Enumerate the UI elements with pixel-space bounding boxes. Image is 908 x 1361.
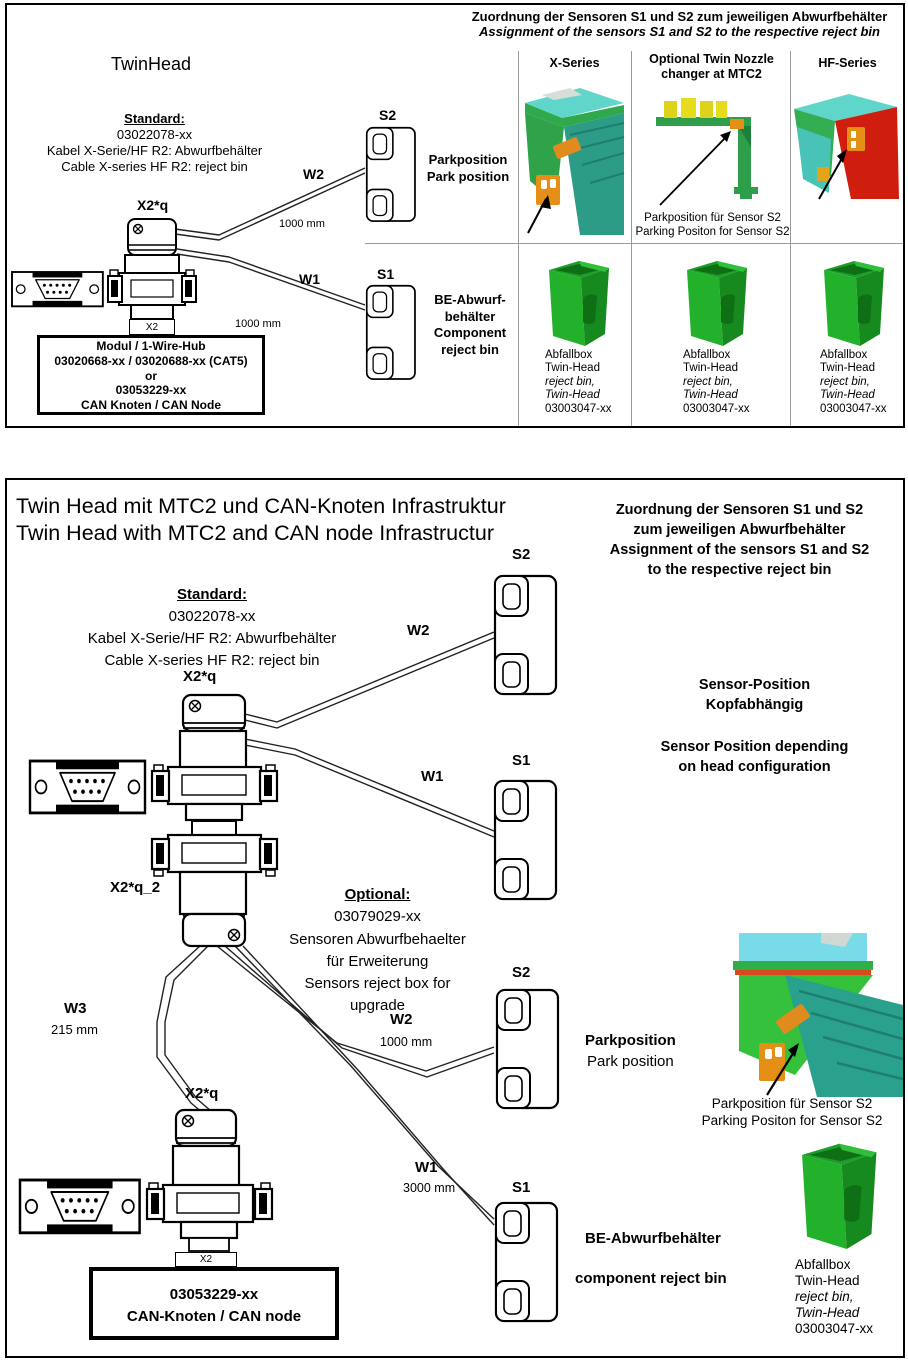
s2-caption-de: Parkposition [428, 152, 508, 167]
bin-caption-line: reject bin, [795, 1289, 854, 1304]
sensor-s1 [367, 286, 415, 379]
connector-module-x2q-1 [152, 695, 277, 820]
wire-label-w1-top: W1 [421, 768, 444, 785]
bin-caption-line: Abfallbox [820, 349, 868, 361]
sensor-s2-top [495, 576, 556, 694]
reject-bin-image [681, 258, 751, 350]
optional-line: upgrade [349, 997, 406, 1015]
assignment-header-de: Zuordnung der Sensoren S1 und S2 zum jeweiligen Abwurfbehälter [471, 9, 888, 24]
optional-line: Sensoren Abwurfbehaelter [289, 930, 466, 948]
s1-caption-line: reject bin [441, 341, 499, 357]
bin-caption-line: reject bin, [545, 375, 595, 388]
park-label-de: Parkposition [585, 1032, 676, 1049]
sensor-s1-bottom [496, 1203, 557, 1321]
can-box-line: CAN-Knoten / CAN node [126, 1308, 302, 1325]
table-divider [518, 51, 519, 426]
x2-port-tab [175, 1252, 237, 1267]
standard-cable-de: Kabel X-Serie/HF R2: Abwurfbehälter [46, 143, 263, 158]
s1-caption-line: BE-Abwurf- [434, 292, 506, 307]
bin-caption-line: Twin-Head [820, 362, 875, 375]
reject-bin-image [818, 258, 888, 350]
sensor-s2 [367, 128, 415, 221]
bin-caption-line: Twin-Head [683, 362, 738, 375]
can-node-box [89, 1267, 339, 1340]
bin-caption-line: Abfallbox [545, 349, 593, 361]
sensor-s2-bottom [497, 990, 558, 1108]
sensor-note-line: Sensor Position depending [660, 739, 849, 755]
module-box-line: CAN Knoten / CAN Node [81, 398, 221, 413]
table-divider [365, 243, 903, 244]
panel-title-en: Twin Head with MTC2 and CAN node Infrastructur [16, 521, 494, 545]
sensor-position-note-de [622, 675, 887, 715]
x-series-head-image [520, 83, 630, 237]
s1-caption-en: component reject bin [575, 1270, 727, 1287]
panel-title: TwinHead [111, 54, 192, 74]
assignment-header-line: Zuordnung der Sensoren S1 und S2 [615, 502, 864, 518]
dsub-9pin-connector [30, 761, 145, 813]
park-position-head-image [725, 927, 903, 1097]
bin-caption [545, 349, 635, 416]
wire-label-w1-bottom: W1 [415, 1159, 438, 1176]
standard-cable-de: Kabel X-Serie/HF R2: Abwurfbehälter [87, 630, 337, 647]
module-box-line: 03053229-xx [115, 383, 187, 398]
bin-caption-line: 03003047-xx [683, 402, 750, 415]
sensor-s1-bottom-label: S1 [512, 1179, 531, 1196]
table-header-hf-series: HF-Series [818, 56, 877, 70]
sensor-s1-label: S1 [377, 266, 395, 282]
can-box-line: 03053229-xx [169, 1286, 259, 1303]
module-box-line: 03020668-xx / 03020688-xx (CAT5) [54, 353, 248, 368]
wire-w2 [175, 168, 365, 240]
standard-part-number: 03022078-xx [116, 127, 193, 142]
standard-cable-en: Cable X-series HF R2: reject bin [104, 652, 320, 669]
panel-title-de: Twin Head mit MTC2 und CAN-Knoten Infrastruktur [16, 494, 506, 518]
assignment-header-line: to the respective reject bin [647, 562, 832, 578]
wire-label-w1: W1 [299, 271, 320, 287]
s2-caption-en: Park position [426, 169, 510, 184]
x2-port-tab [129, 319, 175, 335]
bin-caption-line: Abfallbox [795, 1257, 851, 1272]
s1-caption-line: behälter [444, 308, 496, 324]
bin-caption-line: 03003047-xx [545, 402, 612, 415]
bin-caption-line: Abfallbox [683, 349, 731, 361]
dsub-9pin-connector [20, 1180, 140, 1233]
table-header-x-series: X-Series [549, 56, 600, 70]
module-hub-box [37, 335, 265, 415]
s2-caption [412, 151, 524, 185]
connector-module-x2q [108, 219, 196, 319]
bin-caption-line: Twin-Head [795, 1273, 860, 1288]
sensor-position-note-en [622, 737, 887, 777]
standard-cable-en: Cable X-series HF R2: reject bin [61, 159, 248, 174]
bin-caption [820, 349, 908, 416]
connector-label-x2q-2: X2*q_2 [110, 879, 161, 896]
reject-bin-image [543, 258, 613, 350]
standard-heading: Standard: [176, 586, 247, 603]
bin-caption-line: Twin-Head [795, 1305, 860, 1320]
standard-part-number: 03022078-xx [168, 608, 256, 625]
standard-cable-note [32, 111, 277, 175]
sensor-s2-bottom-label: S2 [512, 964, 531, 981]
optional-line: Sensors reject box for [304, 975, 451, 993]
park-label-en: Park position [587, 1053, 674, 1070]
wire-label-w3: W3 [64, 1000, 87, 1017]
park-position-caption [679, 1095, 905, 1129]
bin-caption [683, 349, 773, 416]
park-caption-en: Parking Positon for Sensor S2 [701, 1113, 883, 1128]
wire-length-w3: 215 mm [51, 1022, 98, 1037]
assignment-header [577, 500, 902, 580]
bin-caption-line: Twin-Head [545, 362, 600, 375]
wire-w1 [177, 249, 365, 310]
sensor-s1-top [495, 781, 556, 899]
module-box-line: Modul / 1-Wire-Hub [96, 339, 206, 353]
optional-heading: Optional: [344, 886, 411, 903]
wire-length-w1-bottom: 3000 mm [403, 1181, 456, 1195]
wire-w1-top [245, 739, 494, 837]
bin-caption-line: Twin-Head [545, 389, 600, 402]
connector-label-x2q-1: X2*q [183, 668, 217, 685]
bin-caption-line: 03003047-xx [820, 402, 887, 415]
optional-line: für Erweiterung [326, 952, 429, 970]
bin-caption-line: reject bin, [683, 375, 733, 388]
assignment-header-line: zum jeweiligen Abwurfbehälter [633, 522, 846, 538]
wire-label-w2-top: W2 [407, 622, 430, 639]
bin-caption-line: Twin-Head [683, 389, 738, 402]
sensor-note-line: Kopfabhängig [705, 697, 804, 713]
wire-label-w2: W2 [303, 166, 324, 182]
sensor-note-line: Sensor-Position [698, 677, 811, 693]
bin-caption-line: 03003047-xx [795, 1321, 874, 1336]
x2-port-label: X2 [199, 1254, 213, 1265]
s1-caption-line: Component [433, 325, 507, 340]
table-header-line: changer at MTC2 [661, 67, 762, 81]
sensor-s1-top-label: S1 [512, 752, 531, 769]
table-header-line: Optional Twin Nozzle [649, 52, 774, 66]
s1-caption-de: BE-Abwurfbehälter [585, 1230, 721, 1247]
wire-length-w2-bottom: 1000 mm [380, 1035, 433, 1049]
module-box-line: or [145, 368, 157, 383]
table-header-nozzle-changer [633, 52, 790, 82]
connector-module-x2q-2 [152, 821, 277, 946]
twin-nozzle-changer-image [650, 89, 776, 211]
connector-module-x2q-3 [147, 1110, 272, 1251]
s1-caption [415, 292, 525, 358]
bin-caption [795, 1257, 900, 1337]
sensor-s2-label: S2 [379, 107, 397, 123]
bin-caption-line: Twin-Head [820, 389, 875, 402]
sensor-note-line: on head configuration [678, 759, 831, 775]
assignment-header-line: Assignment of the sensors S1 and S2 [609, 542, 870, 558]
optional-upgrade-note [265, 884, 490, 1018]
assignment-header [462, 9, 897, 39]
sensor-s2-top-label: S2 [512, 546, 531, 563]
park-position-caption [635, 211, 790, 239]
wire-length-w1: 1000 mm [235, 318, 281, 330]
optional-line: 03079029-xx [334, 908, 421, 926]
assignment-header-en: Assignment of the sensors S1 and S2 to the respective reject bin [479, 24, 880, 39]
connector-label-x2q: X2*q [137, 197, 169, 213]
reject-bin-image [793, 1140, 883, 1254]
wire-label-w2-bottom: W2 [390, 1011, 413, 1028]
x2-port-label: X2 [145, 321, 159, 333]
park-caption-de: Parkposition für Sensor S2 [644, 212, 781, 224]
park-caption-de: Parkposition für Sensor S2 [711, 1096, 873, 1111]
hf-series-head-image [791, 87, 903, 201]
wire-length-w2: 1000 mm [279, 218, 325, 230]
connector-label-x2q-3: X2*q [185, 1085, 219, 1102]
park-caption-en: Parking Positon for Sensor S2 [635, 226, 790, 238]
twinhead-standard-panel [5, 3, 905, 428]
twinhead-mtc2-can-panel [5, 478, 905, 1358]
standard-heading: Standard: [124, 111, 185, 126]
dsub-9pin-connector [12, 272, 103, 306]
bin-caption-line: reject bin, [820, 375, 870, 388]
standard-cable-note [67, 584, 357, 672]
